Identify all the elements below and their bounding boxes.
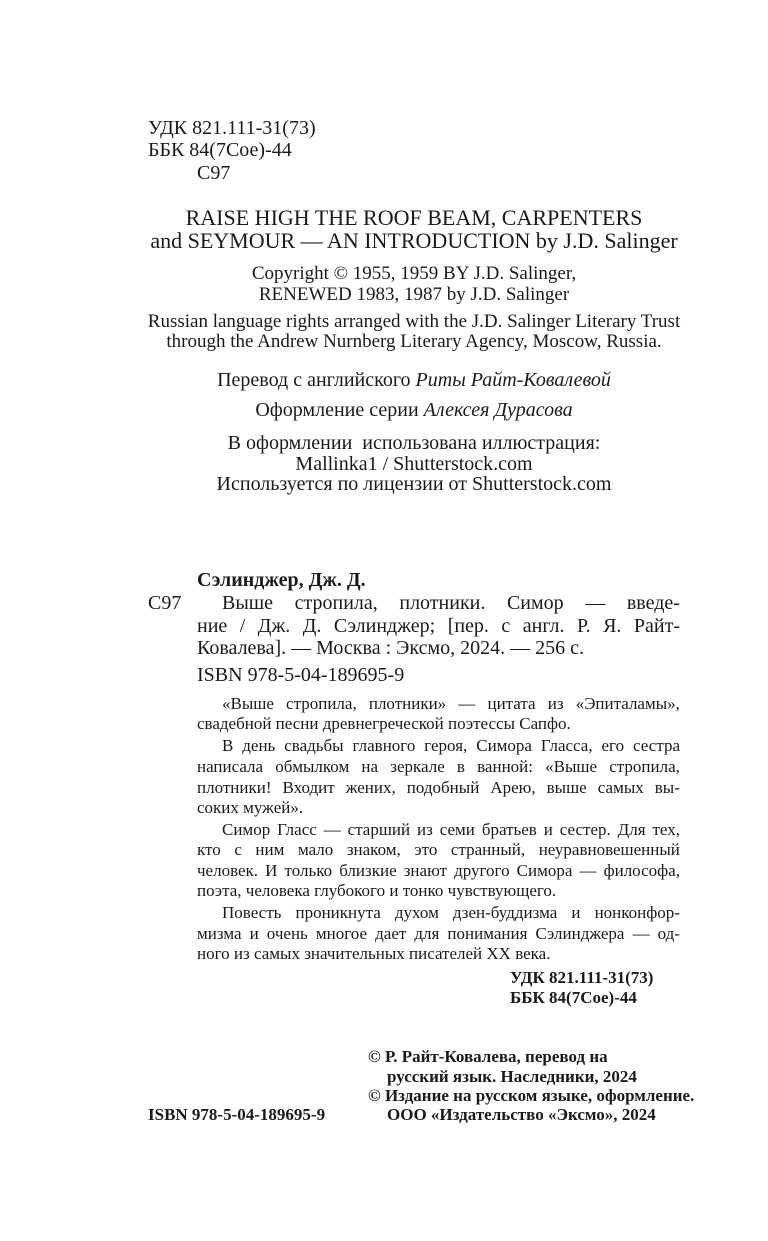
- original-copyright-line-2: RENEWED 1983, 1987 by J.D. Salinger: [258, 284, 570, 305]
- word: с: [234, 840, 242, 859]
- word: философа,: [603, 861, 680, 880]
- word: —: [585, 592, 606, 614]
- bibliographic-line-1: [222, 591, 680, 615]
- original-title-line-2: and SEYMOUR — AN INTRODUCTION by J.D. Salinger: [150, 228, 678, 253]
- word: проникнута: [295, 903, 381, 922]
- footer-bbk-code: ББК 84(7Сое)-44: [510, 988, 637, 1007]
- footer-isbn: ISBN 978-5-04-189695-9: [148, 1105, 326, 1124]
- word: подобный: [406, 778, 480, 797]
- word: жених,: [345, 778, 396, 797]
- word: из: [547, 694, 564, 713]
- word: его: [601, 736, 625, 755]
- illustration-line-3: Используется по лицензии от Shutterstock.com: [216, 473, 612, 495]
- word: Выше: [222, 592, 274, 614]
- word: И: [265, 861, 278, 880]
- rights-line-2: through the Andrew Nurnberg Literary Agency, Moscow, Russia.: [166, 331, 662, 352]
- word: Для: [617, 820, 646, 839]
- word: стропила,: [286, 694, 357, 713]
- word: сестра: [633, 736, 680, 755]
- annotation-line: [197, 840, 680, 860]
- word: и: [249, 924, 259, 943]
- word: Арею,: [490, 778, 536, 797]
- word: с: [501, 615, 511, 637]
- word: понимания: [447, 924, 528, 943]
- word: од-: [657, 924, 680, 943]
- word: неуравновешенный: [538, 840, 680, 859]
- word: знаком,: [346, 840, 401, 859]
- word: мало: [297, 840, 334, 859]
- word: Сэлинджер;: [333, 615, 436, 637]
- word: Д.: [302, 615, 322, 637]
- bibliographic-isbn: ISBN 978-5-04-189695-9: [197, 664, 405, 686]
- annotation-line: [197, 924, 680, 944]
- word: —: [579, 861, 597, 880]
- word: свадьбы: [284, 736, 344, 755]
- series-design-label: Оформление серии: [255, 399, 419, 421]
- annotation-line: поэта, человека глубокого и тонко чувствующего.: [197, 881, 557, 900]
- bibliographic-heading: Сэлинджер, Дж. Д.: [197, 569, 366, 591]
- word: и: [543, 820, 553, 839]
- word: Входит: [282, 778, 335, 797]
- bibliographic-line-2: [197, 614, 680, 638]
- word: Сэлинджера: [535, 924, 625, 943]
- word: тех,: [652, 820, 680, 839]
- annotation-line: [222, 820, 680, 840]
- word: плотники.: [399, 592, 486, 614]
- word: только: [284, 861, 333, 880]
- rights-line-1: Russian language rights arranged with the J.D. Salinger Literary Trust: [147, 311, 681, 332]
- word: цитата: [487, 694, 536, 713]
- word: странный,: [450, 840, 526, 859]
- word: Райт-: [633, 615, 680, 637]
- edition-copyright-line-2: ООО «Издательство «Эксмо», 2024: [387, 1105, 656, 1124]
- word: героя,: [424, 736, 468, 755]
- udk-code: УДК 821.111-31(73): [148, 117, 316, 139]
- annotation-line: свадебной песни древнегреческой поэтессы Сапфо.: [197, 714, 571, 733]
- bibliographic-author-mark: С97: [148, 592, 182, 614]
- word: старший: [347, 820, 411, 839]
- translation-credit: [140, 368, 688, 392]
- word: знают: [403, 861, 447, 880]
- word: [пер.: [447, 615, 489, 637]
- edition-copyright-line-1: © Издание на русском языке, оформление.: [368, 1086, 695, 1105]
- illustration-line-1: В оформлении использована иллюстрация:: [227, 432, 601, 454]
- word: обмылком: [275, 757, 350, 776]
- series-design-credit: [140, 398, 688, 422]
- word: очень: [266, 924, 308, 943]
- word: стропила,: [294, 592, 378, 614]
- word: братьев: [481, 820, 537, 839]
- word: Симора: [476, 736, 532, 755]
- annotation-line: [197, 861, 680, 881]
- translation-copyright-line-2: русский язык. Наследники, 2024: [387, 1067, 637, 1086]
- word: из: [417, 820, 433, 839]
- word: Гласса,: [540, 736, 593, 755]
- annotation-line: [197, 757, 680, 777]
- word: плотники»: [368, 694, 447, 713]
- word: «Выше: [222, 694, 274, 713]
- word: дает: [375, 924, 407, 943]
- illustration-line-2: Mallinka1 / Shutterstock.com: [295, 453, 533, 475]
- word: другого: [454, 861, 510, 880]
- word: в: [456, 757, 465, 776]
- annotation-line: [197, 778, 680, 798]
- word: плотники!: [197, 778, 272, 797]
- word: на: [361, 757, 379, 776]
- word: человек.: [197, 861, 259, 880]
- word: Симора: [516, 861, 573, 880]
- word: ним: [255, 840, 285, 859]
- word: выше: [546, 778, 587, 797]
- annotation-line: [222, 903, 680, 923]
- word: вы-: [654, 778, 680, 797]
- word: англ.: [522, 615, 565, 637]
- word: Симор: [506, 592, 564, 614]
- annotation-line: [222, 694, 680, 714]
- word: кто: [197, 840, 221, 859]
- word: это: [414, 840, 438, 859]
- word: многое: [315, 924, 368, 943]
- word: —: [632, 924, 650, 943]
- word: день: [242, 736, 276, 755]
- word: духом: [394, 903, 439, 922]
- word: самых: [597, 778, 644, 797]
- series-designer-name: Алексея Дурасова: [423, 399, 573, 421]
- word: семи: [439, 820, 475, 839]
- word: Я.: [603, 615, 622, 637]
- word: и: [571, 903, 581, 922]
- word: стропила,: [609, 757, 680, 776]
- word: Р.: [576, 615, 591, 637]
- word: —: [458, 694, 476, 713]
- word: главного: [352, 736, 416, 755]
- word: введе-: [626, 592, 680, 614]
- word: дзен-буддизма: [452, 903, 558, 922]
- original-copyright-line-1: Copyright © 1955, 1959 BY J.D. Salinger,: [251, 263, 577, 284]
- word: мизма: [197, 924, 242, 943]
- word: «Выше: [545, 757, 598, 776]
- word: Гласс: [277, 820, 317, 839]
- translation-label: Перевод с английского: [217, 369, 411, 391]
- translation-copyright-line-1: © Р. Райт-Ковалева, перевод на: [368, 1047, 608, 1066]
- word: Дж.: [257, 615, 291, 637]
- word: В: [222, 736, 234, 755]
- word: /: [239, 615, 246, 637]
- annotation-line: [222, 736, 680, 756]
- footer-udk-code: УДК 821.111-31(73): [510, 968, 654, 987]
- word: для: [414, 924, 440, 943]
- word: написала: [197, 757, 264, 776]
- word: «Эпиталамы»,: [575, 694, 680, 713]
- bbk-code: ББК 84(7Сое)-44: [148, 139, 292, 161]
- annotation-line: соких мужей».: [197, 798, 304, 817]
- original-title-line-1: RAISE HIGH THE ROOF BEAM, CARPENTERS: [185, 205, 643, 230]
- word: Повесть: [222, 903, 282, 922]
- bibliographic-line-3: Ковалева]. — Москва : Эксмо, 2024. — 256 с.: [197, 637, 584, 659]
- word: близкие: [339, 861, 397, 880]
- word: сестер.: [559, 820, 611, 839]
- annotation-line: ного из самых значительных писателей XX века.: [197, 944, 551, 963]
- author-mark: С97: [197, 162, 231, 184]
- word: —: [323, 820, 341, 839]
- word: Симор: [222, 820, 271, 839]
- word: ванной:: [477, 757, 533, 776]
- word: ние: [197, 615, 228, 637]
- word: нонконфор-: [594, 903, 680, 922]
- word: зеркале: [390, 757, 445, 776]
- translator-name: Риты Райт-Ковалевой: [415, 369, 611, 391]
